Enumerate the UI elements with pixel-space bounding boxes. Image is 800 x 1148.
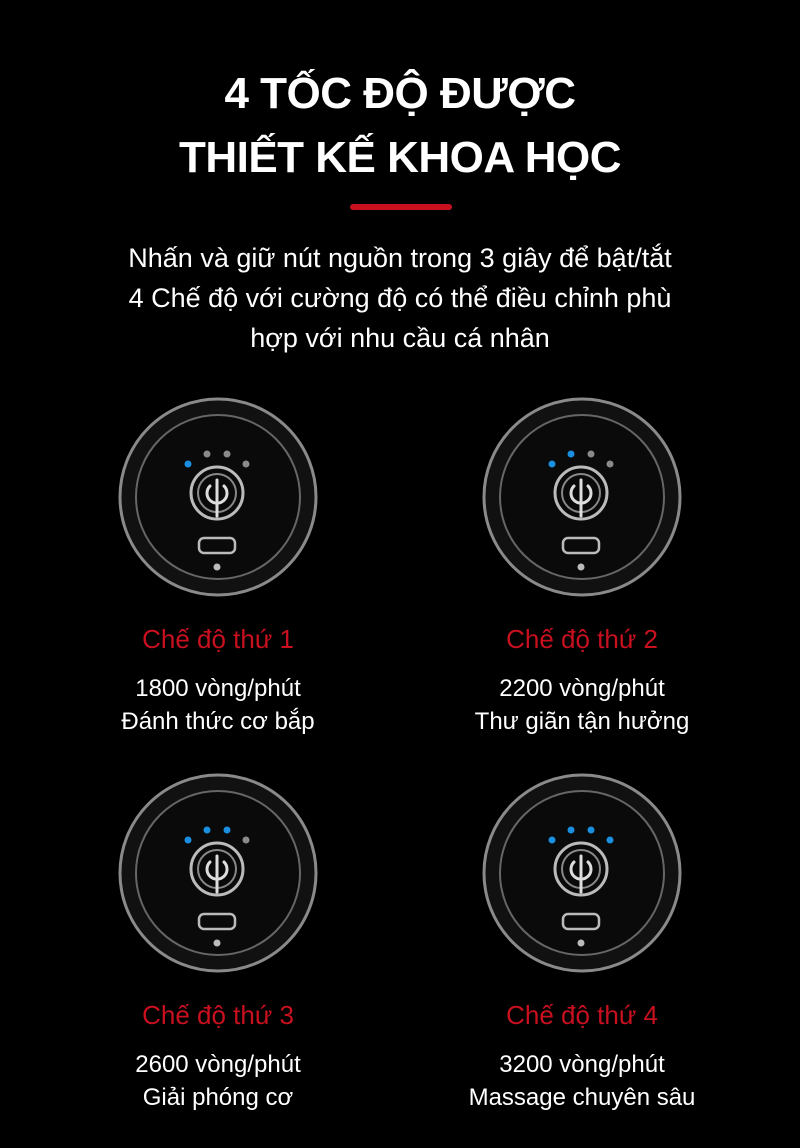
led-1 bbox=[185, 837, 192, 844]
indicator-dot bbox=[214, 940, 221, 947]
led-3 bbox=[224, 827, 231, 834]
mode-speed: 2200 vòng/phút bbox=[499, 675, 665, 702]
mode-card-2 bbox=[402, 392, 762, 738]
mode-desc: Giải phóng cơ bbox=[142, 1084, 294, 1111]
led-2 bbox=[204, 451, 211, 458]
mode-desc: Đánh thức cơ bắp bbox=[121, 708, 315, 735]
led-2 bbox=[204, 827, 211, 834]
mode-name: Chế độ thứ 4 bbox=[506, 1000, 658, 1030]
title-line-2: THIẾT KẾ KHOA HỌC bbox=[178, 133, 622, 182]
led-1 bbox=[185, 461, 192, 468]
led-1 bbox=[549, 837, 556, 844]
led-2 bbox=[568, 827, 575, 834]
mode-speed: 1800 vòng/phút bbox=[135, 675, 301, 702]
mode-name: Chế độ thứ 1 bbox=[142, 624, 294, 654]
mode-name: Chế độ thứ 2 bbox=[506, 624, 658, 654]
led-4 bbox=[243, 837, 250, 844]
led-1 bbox=[549, 461, 556, 468]
led-3 bbox=[588, 451, 595, 458]
description-line-3: hợp với nhu cầu cá nhân bbox=[250, 323, 550, 353]
led-2 bbox=[568, 451, 575, 458]
mode-desc: Thư giãn tận hưởng bbox=[474, 708, 690, 735]
description-line-1: Nhấn và giữ nút nguồn trong 3 giây để bật/tắt bbox=[128, 243, 672, 273]
power-icon bbox=[555, 467, 607, 519]
device-dial-4 bbox=[477, 768, 687, 978]
page-title bbox=[0, 62, 800, 190]
power-icon bbox=[191, 843, 243, 895]
device-dial-3 bbox=[113, 768, 323, 978]
mode-card-1 bbox=[38, 392, 398, 738]
device-dial-2 bbox=[477, 392, 687, 602]
mode-name: Chế độ thứ 3 bbox=[142, 1000, 294, 1030]
led-3 bbox=[224, 451, 231, 458]
mode-speed: 2600 vòng/phút bbox=[135, 1051, 301, 1078]
power-icon bbox=[555, 843, 607, 895]
title-line-1: 4 TỐC ĐỘ ĐƯỢC bbox=[224, 69, 576, 118]
indicator-dot bbox=[214, 564, 221, 571]
title-divider bbox=[350, 204, 452, 210]
led-4 bbox=[607, 837, 614, 844]
led-4 bbox=[243, 461, 250, 468]
description-line-2: 4 Chế độ với cường độ có thể điều chỉnh phù bbox=[128, 283, 672, 313]
device-dial-1 bbox=[113, 392, 323, 602]
led-3 bbox=[588, 827, 595, 834]
mode-speed: 3200 vòng/phút bbox=[499, 1051, 665, 1078]
indicator-dot bbox=[578, 564, 585, 571]
led-4 bbox=[607, 461, 614, 468]
description bbox=[40, 238, 760, 358]
power-icon bbox=[191, 467, 243, 519]
indicator-dot bbox=[578, 940, 585, 947]
mode-card-4 bbox=[402, 768, 762, 1114]
mode-desc: Massage chuyên sâu bbox=[468, 1084, 696, 1111]
mode-card-3 bbox=[38, 768, 398, 1114]
